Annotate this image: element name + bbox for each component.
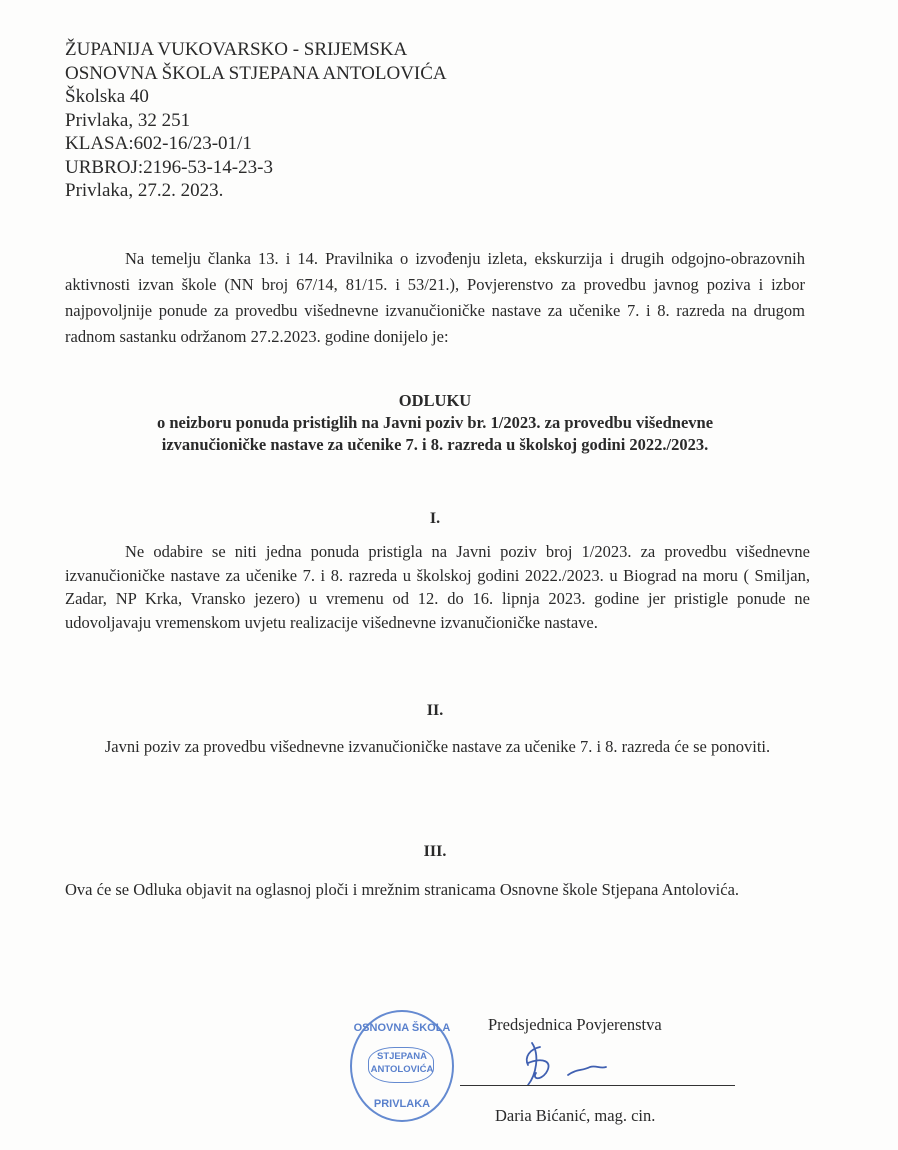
school-stamp: [350, 1010, 454, 1122]
section-1-text: Ne odabire se niti jedna ponuda pristigla na Javni poziv broj 1/2023. za provedbu višednevne izvanučioničke nastave za učenike 7. i 8. razreda u školskoj godini 2022./2023. u Biograd na moru ( Smiljan, Zadar, NP Krka, Vransko jezero) u vremenu od 12. do 16. lipnja 2023. godine jer pristigle ponude ne udovoljavaju vremenskom uvjetu realizacije višednevne izvanučioničke nastave.: [65, 542, 810, 632]
decision-subtitle-line-2: izvanučioničke nastave za učenike 7. i 8. razreda u školskoj godini 2022./2023.: [161, 435, 709, 454]
stamp-bottom-text: PRIVLAKA: [373, 1098, 431, 1110]
stamp-line-2: ANTOLOVIĆA: [370, 1064, 434, 1075]
decision-title-block: [65, 390, 805, 456]
signatory-role: Predsjednica Povjerenstva: [488, 1015, 662, 1034]
document-header: [65, 38, 447, 203]
decision-title: ODLUKU: [398, 391, 472, 410]
section-3-number: III.: [423, 843, 447, 860]
section-1-number: I.: [429, 510, 441, 527]
urbroj-number: URBROJ:2196-53-14-23-3: [65, 156, 273, 178]
klasa-number: KLASA:602-16/23-01/1: [65, 133, 252, 154]
school-city: Privlaka, 32 251: [65, 109, 191, 131]
county-name: ŽUPANIJA VUKOVARSKO - SRIJEMSKA: [65, 39, 408, 60]
stamp-line-1: STJEPANA: [377, 1051, 427, 1062]
decision-subtitle-line-1: o neizboru ponuda pristiglih na Javni poziv br. 1/2023. za provedbu višednevne: [156, 413, 714, 432]
signature-area: [350, 1010, 770, 1140]
place-date: Privlaka, 27.2. 2023.: [65, 180, 224, 201]
signature-line: [460, 1085, 735, 1086]
intro-paragraph: Na temelju članka 13. i 14. Pravilnika o izvođenju izleta, ekskurzija i drugih odgojno-obrazovnih aktivnosti izvan škole (NN broj 67/14, 81/15. i 53/21.), Povjerenstvo za provedbu javnog poziva i izbor najpovoljnije ponude za provedbu višednevne izvanučioničke nastave za učenike 7. i 8. razreda na drugom radnom sastanku održanom 27.2.2023. godine donijelo je:: [65, 249, 805, 346]
stamp-top-text: OSNOVNA ŠKOLA: [353, 1022, 451, 1034]
signatory-name: Daria Bićanić, mag. cin.: [495, 1106, 656, 1125]
handwritten-signature: [510, 1035, 620, 1095]
section-2-text: Javni poziv za provedbu višednevne izvanučioničke nastave za učenike 7. i 8. razreda će se ponoviti.: [104, 737, 771, 756]
section-3-text: Ova će se Odluka objavit na oglasnoj ploči i mrežnim stranicama Osnovne škole Stjepana Antolovića.: [65, 880, 740, 899]
school-street: Školska 40: [65, 86, 149, 107]
school-name: OSNOVNA ŠKOLA STJEPANA ANTOLOVIĆA: [65, 62, 447, 84]
section-2-number: II.: [426, 702, 444, 719]
